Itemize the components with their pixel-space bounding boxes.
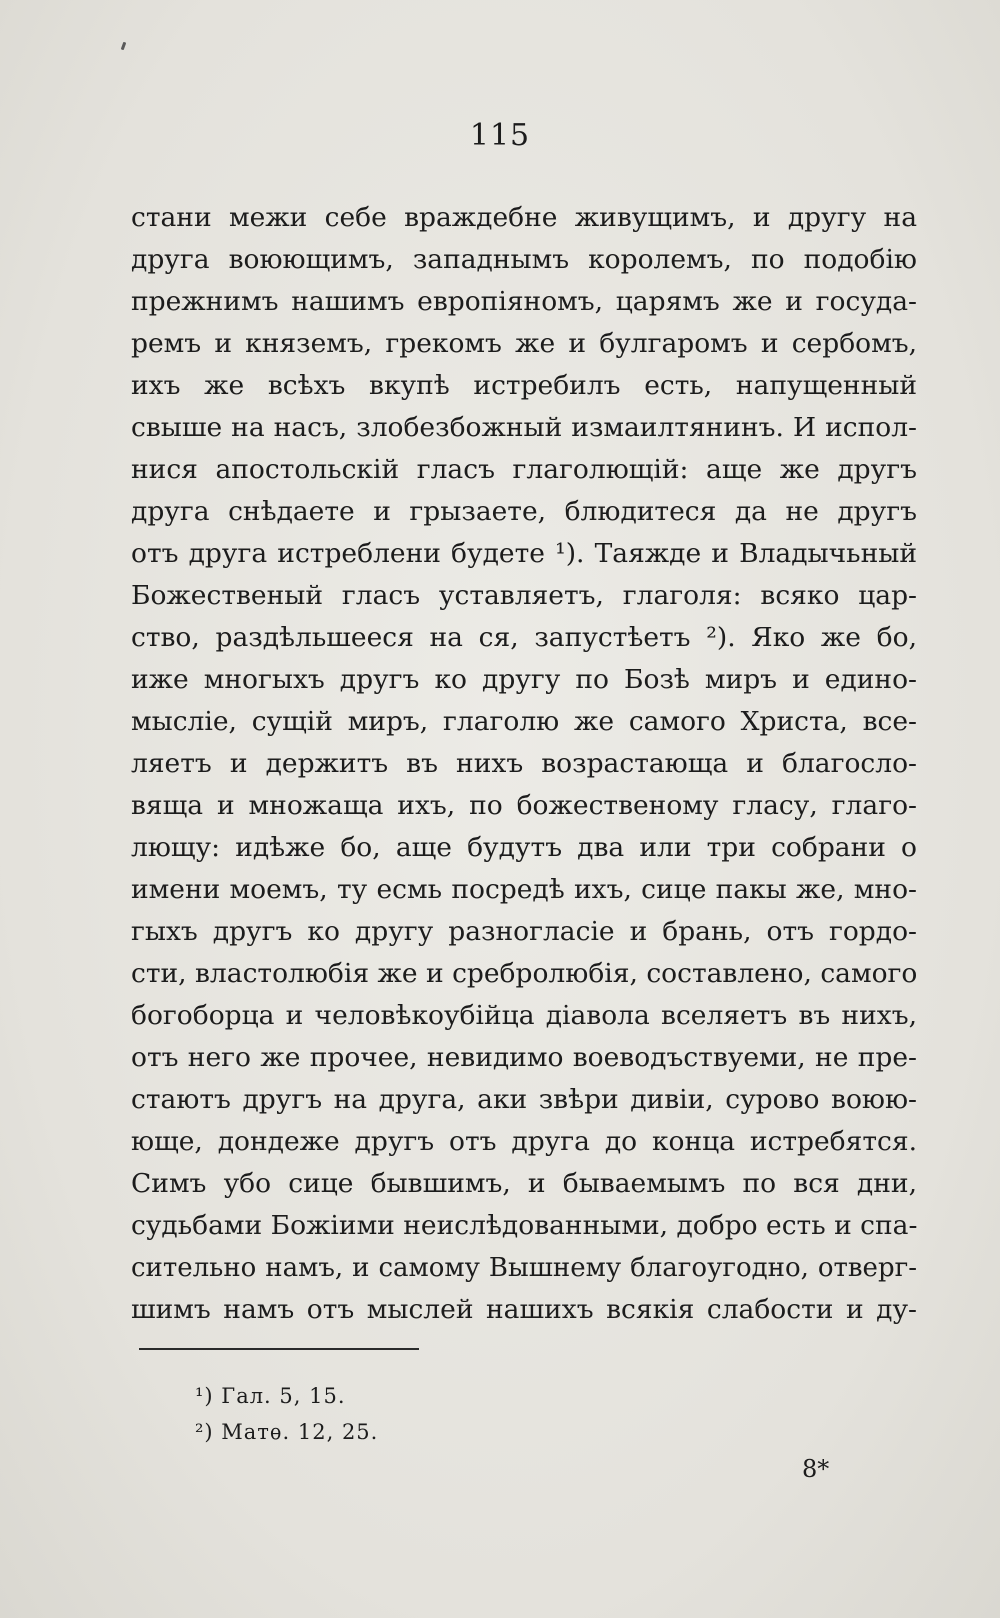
text-line: судьбами Божіими неислѣдованными, добро есть и спа- xyxy=(131,1210,917,1241)
text-line: друга воюющимъ, западнымъ королемъ, по подобію xyxy=(131,244,917,275)
text-line: лющу: идѣже бо, аще будутъ два или три собрани о xyxy=(131,832,917,863)
page-speck xyxy=(121,42,127,51)
text-line: иже многыхъ другъ ко другу по Бозѣ миръ и едино- xyxy=(131,664,917,695)
text-line: сти, властолюбія же и сребролюбія, составлено, самого xyxy=(131,958,917,989)
text-line: сительно намъ, и самому Вышнему благоугодно, отверг- xyxy=(131,1253,917,1283)
text-line: отъ него же прочее, невидимо воеводъствуеми, не пре- xyxy=(131,1042,917,1073)
text-line: шимъ намъ отъ мыслей нашихъ всякія слабости и ду- xyxy=(131,1294,917,1325)
text-line: стани межи себе враждебне живущимъ, и другу на xyxy=(131,202,917,233)
text-line: свыше на насъ, злобезбожный измаилтянинъ. И испол- xyxy=(131,412,917,443)
text-line: юще, дондеже другъ отъ друга до конца истребятся. xyxy=(131,1126,917,1157)
printer-signature-mark: 8* xyxy=(802,1455,830,1483)
footnotes xyxy=(195,1378,378,1450)
footnote: ¹) Гал. 5, 15. xyxy=(195,1384,346,1408)
text-line: Божественый гласъ уставляетъ, глаголя: всяко цар- xyxy=(131,580,917,611)
footnote: ²) Матѳ. 12, 25. xyxy=(195,1420,379,1444)
text-line: отъ друга истреблени будете ¹). Таяжде и Владычьный xyxy=(131,538,917,569)
text-line: ляетъ и держитъ въ нихъ возрастающа и благосло- xyxy=(131,748,917,779)
body-text xyxy=(131,197,917,1331)
text-line: прежнимъ нашимъ европіяномъ, царямъ же и госуда- xyxy=(131,286,917,317)
text-line: богоборца и человѣкоубійца діавола вселяетъ въ нихъ, xyxy=(131,1000,917,1031)
page-number: 115 xyxy=(469,118,531,153)
text-line: ство, раздѣльшееся на ся, запустѣетъ ²). Яко же бо, xyxy=(131,622,917,653)
text-line: гыхъ другъ ко другу разногласіе и брань, отъ гордо- xyxy=(131,916,917,947)
text-line: Симъ убо сице бывшимъ, и бываемымъ по вся дни, xyxy=(131,1168,917,1199)
text-line: друга снѣдаете и грызаете, блюдитеся да не другъ xyxy=(131,496,917,527)
text-line: вяща и множаща ихъ, по божественому гласу, глаго- xyxy=(131,790,917,821)
text-line: нися апостольскій гласъ глаголющій: аще же другъ xyxy=(131,454,917,485)
text-line: имени моемъ, ту есмь посредѣ ихъ, сице пакы же, мно- xyxy=(131,874,917,905)
text-line: мысліе, сущій миръ, глаголю же самого Христа, все- xyxy=(131,706,917,737)
text-line: ремъ и княземъ, грекомъ же и булгаромъ и сербомъ, xyxy=(131,328,917,359)
text-line: ихъ же всѣхъ вкупѣ истребилъ есть, напущенный xyxy=(131,370,917,401)
footnote-divider xyxy=(139,1348,419,1350)
text-line: стаютъ другъ на друга, аки звѣри дивіи, сурово воюю- xyxy=(131,1084,917,1115)
